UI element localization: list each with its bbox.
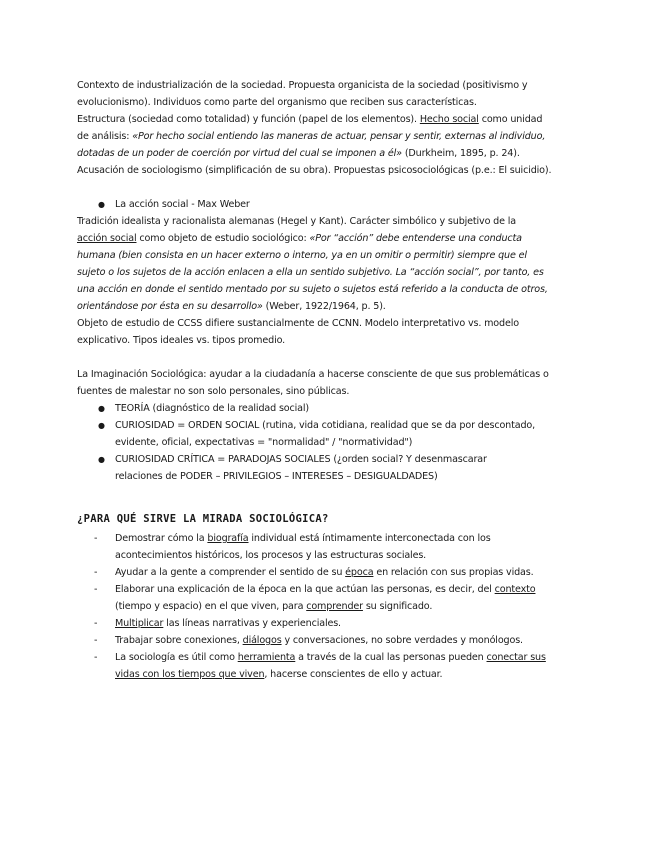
dash-marker: - [94,618,98,629]
dash-marker: - [94,652,98,663]
text-line [77,145,582,162]
text-line [77,264,582,281]
text-line [77,94,582,111]
text: a través de la cual las personas pueden [295,652,487,663]
underlined-term: herramienta [237,652,296,663]
dash-marker: - [94,533,98,544]
bullet-text: La acción social - Max Weber [115,199,250,210]
quote: orientándose por ésta en su desarrollo» [77,301,263,312]
text: las líneas narrativas y experienciales. [163,618,341,629]
text-line [77,332,582,349]
bullet-text: relaciones de PODER – PRIVILEGIOS – INTERESES – DESIGUALDADES) [115,471,438,482]
list-item [77,615,582,632]
document-page [77,77,582,683]
text: individual está íntimamente interconectada con los [248,533,491,544]
bullet-dot-icon: ● [98,421,105,430]
bullet-item [77,417,582,434]
bullet-text: CURIOSIDAD = ORDEN SOCIAL (rutina, vida cotidiana, realidad que se da por descontado, [115,420,536,431]
text: La sociología es útil como [115,652,238,663]
underlined-term: Hecho social [419,114,479,125]
quote: «Por “acción” debe entenderse una conducta [309,233,522,244]
dash-marker: - [94,584,98,595]
bullet-dot-icon: ● [98,200,105,209]
text: Estructura (sociedad como totalidad) y función (papel de los elementos). [77,114,420,125]
text: Acusación de sociologismo (simplificación de su obra). Propuestas psicosociológicas (p.e.: El suicidio). [77,165,552,176]
underlined-term: Multiplicar [115,618,164,629]
text: explicativo. Tipos ideales vs. tipos promedio. [77,335,286,346]
text: Ayudar a la gente a comprender el sentido de su [115,567,346,578]
text: Contexto de industrialización de la sociedad. Propuesta organicista de la sociedad (positivismo y [77,80,528,91]
list-item [77,581,582,598]
text: Objeto de estudio de CCSS difiere sustancialmente de CCNN. Modelo interpretativo vs. modelo [77,318,519,329]
text: y conversaciones, no sobre verdades y monólogos. [281,635,523,646]
section-heading: ¿PARA QUÉ SIRVE LA MIRADA SOCIOLÓGICA? [77,513,329,525]
dash-marker: - [94,567,98,578]
text-line [77,366,582,383]
list-item [77,530,582,547]
underlined-term: contexto [494,584,536,595]
bullet-item [77,451,582,468]
text-line [77,162,582,179]
underlined-term: conectar sus [486,652,546,663]
text: su significado. [362,601,433,612]
bullet-text: TEORÍA (diagnóstico de la realidad social) [115,403,310,414]
text: como objeto de estudio sociológico: [136,233,310,244]
text: (tiempo y espacio) en el que viven, para [115,601,307,612]
underlined-term: diálogos [242,635,282,646]
underlined-term: época [345,567,374,578]
bullet-continuation [77,468,582,485]
text-line [77,383,582,400]
list-item [77,564,582,581]
list-item [77,649,582,666]
text-line [77,247,582,264]
text-line [77,315,582,332]
text: en relación con sus propias vidas. [373,567,534,578]
text-line [77,281,582,298]
text-line [77,230,582,247]
bullet-dot-icon: ● [98,404,105,413]
quote: «Por hecho social entiendo las maneras de actuar, pensar y sentir, externas al individuo, [132,131,546,142]
text-line [77,298,582,315]
bullet-item [77,196,582,213]
underlined-term: vidas con los tiempos que viven [115,669,265,680]
text-line [77,213,582,230]
underlined-term: comprender [306,601,363,612]
text: Trabajar sobre conexiones, [115,635,243,646]
text: como unidad [478,114,543,125]
list-item [77,632,582,649]
citation: (Durkheim, 1895, p. 24). [401,148,520,159]
bullet-dot-icon: ● [98,455,105,464]
dash-marker: - [94,635,98,646]
quote: sujeto o los sujetos de la acción enlacen a ella un sentido subjetivo. La “acción social”, por tanto, es [77,267,544,278]
list-item-continuation [77,547,582,564]
text: acontecimientos históricos, los procesos y las estructuras sociales. [115,550,427,561]
list-item-continuation [77,598,582,615]
text: , hacerse conscientes de ello y actuar. [264,669,443,680]
text: Demostrar cómo la [115,533,208,544]
text: La Imaginación Sociológica: ayudar a la ciudadanía a hacerse consciente de que sus problemáticas o [77,369,549,380]
citation: (Weber, 1922/1964, p. 5). [262,301,386,312]
bullet-text: evidente, oficial, expectativas = "normalidad" / "normatividad") [115,437,413,448]
text-line [77,128,582,145]
bullet-text: CURIOSIDAD CRÍTICA = PARADOJAS SOCIALES (¿orden social? Y desenmascarar [115,454,487,465]
text-line [77,111,582,128]
text: de análisis: [77,131,133,142]
quote: una acción en donde el sentido mentado por su sujeto o sujetos está referido a la conducta de otros, [77,284,548,295]
bullet-continuation [77,434,582,451]
underlined-term: biografía [207,533,249,544]
list-item-continuation [77,666,582,683]
text: fuentes de malestar no son solo personales, sino públicas. [77,386,350,397]
text: Tradición idealista y racionalista alemanas (Hegel y Kant). Carácter simbólico y subjetivo de la [77,216,517,227]
quote: dotadas de un poder de coerción por virtud del cual se imponen a él» [77,148,402,159]
quote: humana (bien consista en un hacer externo o interno, ya en un omitir o permitir) siempre que el [77,250,527,261]
text-line [77,77,582,94]
bullet-item [77,400,582,417]
underlined-term: acción social [77,233,137,244]
text: Elaborar una explicación de la época en la que actúan las personas, es decir, del [115,584,495,595]
text: evolucionismo). Individuos como parte del organismo que reciben sus características. [77,97,477,108]
